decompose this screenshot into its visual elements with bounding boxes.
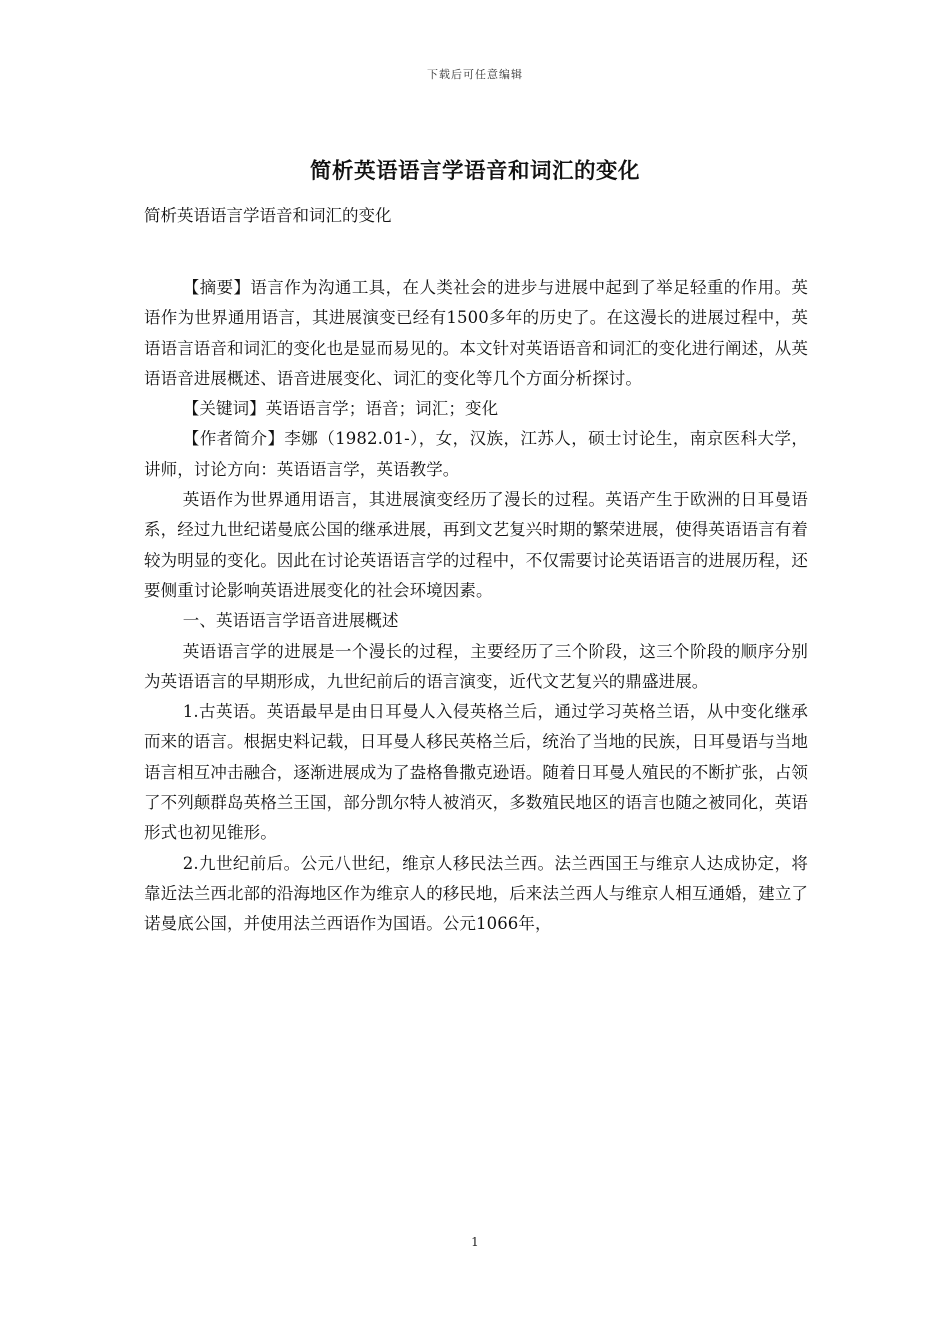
body-paragraph: 2.九世纪前后。公元八世纪，维京人移民法兰西。法兰西国王与维京人达成协定，将靠近法兰西北部的沿海地区作为维京人的移民地，后来法兰西人与维京人相互通婚，建立了诺曼底公国，并使用法兰西语作为国语。公元1066年，	[144, 853, 808, 934]
document-body	[144, 273, 808, 940]
keywords-paragraph: 【关键词】英语语言学；语音；词汇；变化	[182, 399, 499, 419]
author-paragraph: 【作者简介】李娜（1982.01-），女，汉族，江苏人，硕士讨论生，南京医科大学，讲师，讨论方向：英语语言学，英语教学。	[144, 429, 808, 479]
abstract-paragraph: 【摘要】语言作为沟通工具，在人类社会的进步与进展中起到了举足轻重的作用。英语作为世界通用语言，其进展演变已经有1500多年的历史了。在这漫长的进展过程中，英语语言语音和词汇的变化也是显而易见的。本文针对英语语音和词汇的变化进行阐述，从英语语音进展概述、语音进展变化、词汇的变化等几个方面分析探讨。	[144, 278, 808, 388]
section-heading: 一、英语语言学语音进展概述	[182, 611, 399, 631]
page-number: 1	[471, 1235, 479, 1249]
body-paragraph: 1.古英语。英语最早是由日耳曼人入侵英格兰后，通过学习英格兰语，从中变化继承而来的语言。根据史料记载，日耳曼人移民英格兰后，统治了当地的民族，日耳曼语与当地语言相互冲击融合，逐渐进展成为了盎格鲁撒克逊语。随着日耳曼人殖民的不断扩张，占领了不列颠群岛英格兰王国，部分凯尔特人被消灭，多数殖民地区的语言也随之被同化，英语形式也初见锥形。	[144, 702, 808, 843]
intro-paragraph: 英语作为世界通用语言，其进展演变经历了漫长的过程。英语产生于欧洲的日耳曼语系，经过九世纪诺曼底公国的继承进展，再到文艺复兴时期的繁荣进展，使得英语语言有着较为明显的变化。因此在讨论英语语言学的过程中，不仅需要讨论英语语言的进展历程，还要侧重讨论影响英语进展变化的社会环境因素。	[144, 490, 808, 600]
document-title: 简析英语语言学语音和词汇的变化	[309, 159, 640, 184]
page-header: 下载后可任意编辑	[427, 68, 523, 81]
body-paragraph: 英语语言学的进展是一个漫长的过程，主要经历了三个阶段，这三个阶段的顺序分别为英语语言的早期形成，九世纪前后的语言演变，近代文艺复兴的鼎盛进展。	[144, 641, 808, 691]
document-subtitle: 简析英语语言学语音和词汇的变化	[144, 206, 392, 225]
